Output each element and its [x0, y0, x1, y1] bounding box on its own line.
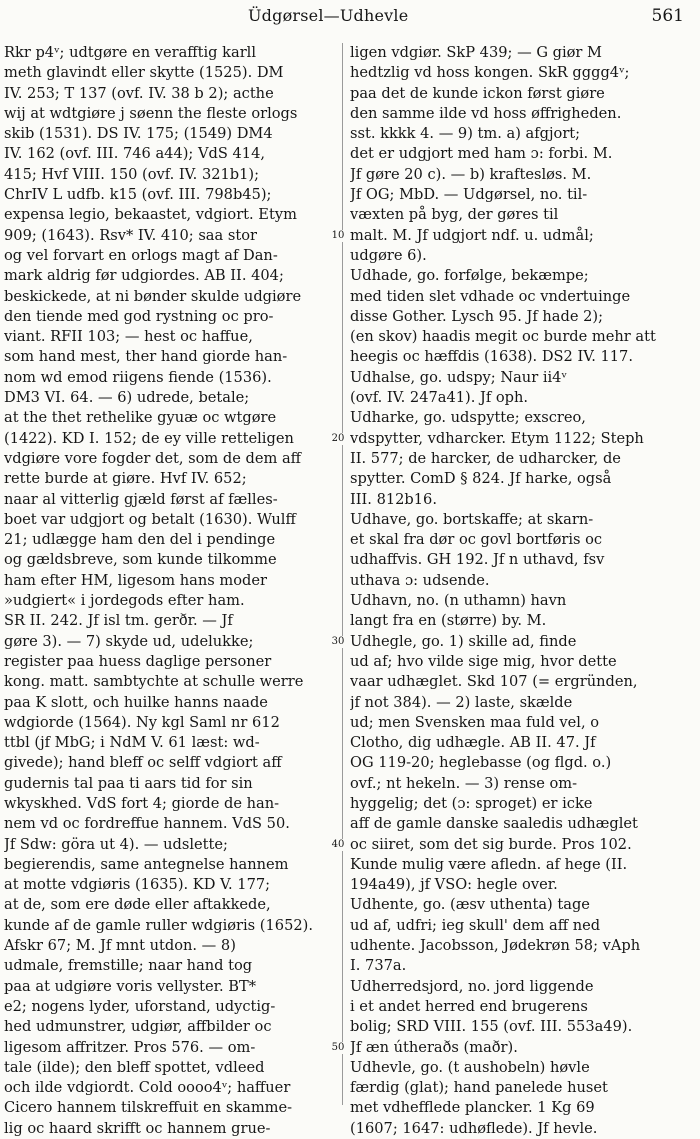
text-line: I. 737a.	[350, 957, 407, 975]
text-line: langt fra en (større) by. M.	[350, 612, 547, 630]
text-line: i et andet herred end brugerens	[350, 997, 588, 1015]
page-header	[0, 0, 700, 38]
text-line: lig oc haard skrifft oc hannem grue-	[4, 1119, 271, 1137]
text-line: ovf.; nt hekeln. — 3) rense om-	[350, 774, 578, 792]
text-line: naar al vitterlig gjæld først af fælles-	[4, 490, 278, 508]
text-line: Udhegle, go. 1) skille ad, finde	[350, 632, 577, 650]
text-line: wkyskhed. VdS fort 4; giorde de han-	[4, 794, 280, 812]
text-line: 21; udlægge ham den del i pendinge	[4, 531, 276, 549]
line-marker: 50	[328, 1042, 348, 1054]
text-line: og vel forvart en orlogs magt af Dan-	[4, 246, 278, 264]
text-line: og gældsbreve, som kunde tilkomme	[4, 551, 277, 569]
text-line: hed udmunstrer, udgiør, affbilder oc	[4, 1018, 272, 1036]
text-line: (1607; 1647: udhøflede). Jf hevle.	[350, 1119, 598, 1137]
text-line: ud af, udfri; ieg skull' dem aff ned	[350, 916, 601, 934]
text-line: e2; nogens lyder, uforstand, udyctig-	[4, 997, 276, 1015]
text-line: kunde af de gamle ruller wdgiøris (1652).	[4, 916, 313, 934]
text-line: boet var udgjort og betalt (1630). Wulff	[4, 510, 296, 528]
text-line: Rkr p4ᵛ; udtgøre en verafftig karll	[4, 44, 257, 61]
text-line: Udhave, go. bortskaffe; at skarn-	[350, 510, 594, 528]
text-line: II. 577; de harcker, de udharcker, de	[350, 449, 621, 467]
text-line: tale (ilde); den bleff spottet, vdleed	[4, 1058, 265, 1076]
text-line: Jf æn útheraðs (maðr).	[350, 1038, 518, 1056]
text-line: ligen vdgiør. SkP 439; — G giør M	[350, 44, 602, 61]
text-line: vdspytter, vdharcker. Etym 1122; Steph	[350, 429, 644, 447]
text-line: den tiende med god rystning oc pro-	[4, 307, 274, 325]
text-line: disse Gother. Lysch 95. Jf hade 2);	[350, 307, 603, 325]
text-line: IV. 162 (ovf. III. 746 a44); VdS 414,	[4, 145, 266, 163]
text-line: spytter. ComD § 824. Jf harke, også	[350, 470, 612, 488]
text-line: 415; Hvf VIII. 150 (ovf. IV. 321b1);	[4, 165, 260, 183]
text-line: begierendis, same antegnelse hannem	[4, 855, 289, 873]
text-line: Udharke, go. udspytte; exscreo,	[350, 409, 586, 427]
text-line: ligesom affritzer. Pros 576. — om-	[4, 1038, 256, 1056]
line-marker: 10	[328, 230, 348, 242]
text-line: gudernis tal paa ti aars tid for sin	[4, 774, 253, 792]
text-line: beskickede, at ni bønder skulde udgiøre	[4, 287, 302, 305]
text-line: sst. kkkk 4. — 9) tm. a) afgjort;	[350, 125, 581, 143]
text-line: det er udgjort med ham ɔ: forbi. M.	[350, 145, 613, 163]
text-line: Udhalse, go. udspy; Naur ii4ᵛ	[350, 368, 567, 386]
text-line: IV. 253; T 137 (ovf. IV. 38 b 2); acthe	[4, 84, 274, 102]
text-line: register paa huess daglige personer	[4, 652, 272, 670]
text-line: udmale, fremstille; naar hand tog	[4, 957, 253, 975]
text-line: at motte vdgiøris (1635). KD V. 177;	[4, 876, 271, 894]
text-line: paa at udgiøre voris vellyster. BT*	[4, 977, 257, 995]
text-line: Udhade, go. forfølge, bekæmpe;	[350, 267, 589, 285]
text-line: paa det de kunde ickon først giøre	[350, 84, 605, 102]
text-line: Jf OG; MbD. — Udgørsel, no. til-	[350, 186, 588, 204]
text-line: hedtzlig vd hoss kongen. SkR gggg4ᵛ;	[350, 64, 630, 82]
text-line: paa K slott, och huilke hanns naade	[4, 693, 268, 711]
text-line: och ilde vdgiordt. Cold oooo4ᵛ; haffuer	[4, 1079, 291, 1097]
text-line: væxten på byg, der gøres til	[350, 206, 559, 224]
text-line: at de, som ere døde eller aftakkede,	[4, 896, 271, 914]
text-line: oc siiret, som det sig burde. Pros 102.	[350, 835, 632, 853]
text-line: gøre 3). — 7) skyde ud, udelukke;	[4, 632, 254, 650]
text-line: (1422). KD I. 152; de ey ville retteligen	[4, 429, 294, 447]
text-line: 194a49), jf VSO: hegle over.	[350, 876, 558, 894]
text-line: ud; men Svensken maa fuld vel, o	[350, 713, 600, 731]
running-head: Üdgørsel—Udhevle	[248, 6, 409, 25]
text-line: rette burde at giøre. Hvf IV. 652;	[4, 470, 247, 488]
text-line: malt. M. Jf udgjort ndf. u. udmål;	[350, 226, 594, 244]
text-line: Clotho, dig udhægle. AB II. 47. Jf	[350, 734, 596, 752]
text-line: udgøre 6).	[350, 246, 427, 264]
text-line: den samme ilde vd hoss øffrigheden.	[350, 104, 622, 122]
text-line: vaar udhæglet. Skd 107 (= ergründen,	[350, 673, 638, 691]
text-line: jf not 384). — 2) laste, skælde	[350, 693, 573, 711]
text-line: (ovf. IV. 247a41). Jf oph.	[350, 389, 529, 407]
text-line: Udherredsjord, no. jord liggende	[350, 977, 594, 995]
text-line: aff de gamle danske saaledis udhæglet	[350, 815, 638, 833]
line-marker: 20	[328, 433, 348, 445]
text-line: viant. RFII 103; — hest oc haffue,	[4, 328, 253, 346]
text-line: mark aldrig før udgiordes. AB II. 404;	[4, 267, 284, 285]
text-line: ud af; hvo vilde sige mig, hvor dette	[350, 652, 617, 670]
text-line: med tiden slet vdhade oc vndertuinge	[350, 287, 631, 305]
text-line: III. 812b16.	[350, 490, 437, 508]
text-line: expensa legio, bekaastet, vdgiort. Etym	[4, 206, 297, 224]
text-line: ChrIV L udfb. k15 (ovf. III. 798b45);	[4, 186, 272, 204]
line-marker: 30	[328, 636, 348, 648]
text-line: meth glavindt eller skytte (1525). DM	[4, 64, 284, 82]
text-line: Cicero hannem tilskreffuit en skamme-	[4, 1099, 293, 1117]
text-line: udhaffvis. GH 192. Jf n uthavd, fsv	[350, 551, 605, 569]
text-line: Jf Sdw: göra ut 4). — udslette;	[4, 835, 228, 853]
text-line: at the thet rethelike gyuæ oc wtgøre	[4, 409, 277, 427]
page-number: 561	[651, 6, 684, 26]
text-line: wdgiorde (1564). Ny kgl Saml nr 612	[4, 713, 280, 731]
text-line: met vdhefflede plancker. 1 Kg 69	[350, 1099, 595, 1117]
text-line: Udhevle, go. (t aushobeln) høvle	[350, 1058, 590, 1076]
text-line: OG 119-20; heglebasse (og flgd. o.)	[350, 754, 612, 772]
text-line: heegis oc hæffdis (1638). DS2 IV. 117.	[350, 348, 633, 366]
text-line: givede); hand bleff oc selff vdgiort aff	[4, 754, 282, 772]
text-line: som hand mest, ther hand giorde han-	[4, 348, 288, 366]
text-line: udhente. Jacobsson, Jødekrøn 58; vAph	[350, 937, 641, 955]
right-column	[350, 43, 696, 1139]
text-line: Jf gøre 20 c). — b) kraftesløs. M.	[350, 165, 592, 183]
text-line: skib (1531). DS IV. 175; (1549) DM4	[4, 125, 273, 143]
line-number-markers	[328, 43, 348, 1103]
text-line: 909; (1643). Rsv* IV. 410; saa stor	[4, 226, 257, 244]
text-line: bolig; SRD VIII. 155 (ovf. III. 553a49).	[350, 1018, 633, 1036]
line-marker: 40	[328, 839, 348, 851]
text-line: wij at wdtgiøre j søenn the fleste orlogs	[4, 104, 298, 122]
text-line: DM3 VI. 64. — 6) udrede, betale;	[4, 389, 250, 407]
text-line: nom wd emod riigens fiende (1536).	[4, 368, 272, 386]
text-line: ttbl (jf MbG; i NdM V. 61 læst: wd-	[4, 734, 260, 752]
text-line: ham efter HM, ligesom hans moder	[4, 571, 267, 589]
text-line: Udhavn, no. (n uthamn) havn	[350, 592, 567, 610]
text-line: (en skov) haadis megit oc burde mehr att	[350, 328, 656, 346]
text-line: kong. matt. sambtychte at schulle werre	[4, 673, 304, 691]
text-line: Kunde mulig være afledn. af hege (II.	[350, 855, 628, 873]
text-line: vdgiøre vore fogder det, som de dem aff	[4, 449, 302, 467]
text-line: et skal fra dør oc govl bortføris oc	[350, 531, 603, 549]
text-line: uthava ɔ: udsende.	[350, 571, 490, 589]
left-column	[4, 43, 334, 1139]
text-line: Afskr 67; M. Jf mnt utdon. — 8)	[4, 937, 236, 955]
text-line: »udgiert« i jordegods efter ham.	[4, 592, 245, 610]
text-line: nem vd oc fordreffue hannem. VdS 50.	[4, 815, 290, 833]
text-line: SR II. 242. Jf isl tm. gerðr. — Jf	[4, 612, 233, 630]
text-line: færdig (glat); hand panelede huset	[350, 1079, 608, 1097]
text-line: Udhente, go. (æsv uthenta) tage	[350, 896, 590, 914]
text-line: hyggelig; det (ɔ: sproget) er icke	[350, 794, 593, 812]
